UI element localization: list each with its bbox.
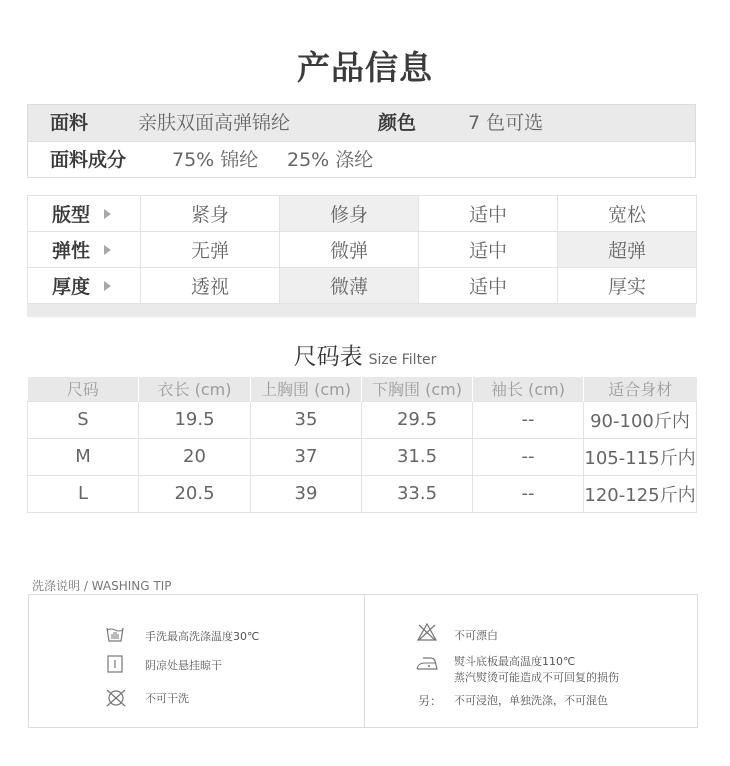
attribute-label-cell [28,196,141,232]
attribute-label: 弹性 [52,240,91,262]
attribute-row [28,196,697,232]
attribute-option: 修身 [280,196,419,232]
color-label: 颜色 [378,112,417,134]
attribute-panel [27,195,696,317]
size-cell: -- [473,401,584,438]
size-chart-title-en: Size Filter [368,352,437,368]
size-column-header: 衣长 (cm) [139,377,251,401]
size-cell: 19.5 [139,401,251,438]
page-title: 产品信息 [297,48,433,87]
attribute-option: 透视 [141,268,280,304]
material-row-fabric [27,104,696,142]
composition-value-2: 25% 涤纶 [287,149,374,171]
attribute-option: 适中 [419,232,558,268]
line-dry-icon [107,655,123,673]
attribute-label: 版型 [52,204,91,226]
attribute-option: 紧身 [141,196,280,232]
other-prefix: 另： [418,694,443,708]
attribute-table [27,195,697,304]
size-column-header: 上胸围 (cm) [251,377,362,401]
no-bleach-text: 不可漂白 [454,629,498,642]
size-table [27,377,697,513]
size-cell: 29.5 [362,401,473,438]
size-cell: 35 [251,401,362,438]
size-cell: M [28,438,139,475]
attribute-option: 适中 [419,268,558,304]
size-column-header: 袖长 (cm) [473,377,584,401]
no-bleach-icon [417,623,437,641]
attribute-row [28,268,697,304]
size-cell: 20.5 [139,475,251,512]
size-cell: 33.5 [362,475,473,512]
size-chart-title-zh: 尺码表 [293,344,363,370]
hand-wash-icon [105,625,125,643]
iron-icon [415,655,439,671]
size-row [28,438,697,475]
washing-box [28,594,698,728]
size-cell: 120-125斤内 [584,475,697,512]
attribute-label-cell [28,268,141,304]
washing-divider [364,595,365,727]
material-row-composition [27,142,696,178]
size-cell: 39 [251,475,362,512]
size-cell: L [28,475,139,512]
attribute-option: 无弹 [141,232,280,268]
hand-wash-text: 手洗最高洗涤温度30℃ [145,630,260,643]
no-dry-clean-icon [105,688,127,708]
size-cell: -- [473,438,584,475]
attribute-label: 厚度 [52,276,91,298]
size-cell: 90-100斤内 [584,401,697,438]
size-cell: 31.5 [362,438,473,475]
iron-text-2: 蒸汽熨烫可能造成不可回复的损伤 [454,671,619,684]
size-column-header: 尺码 [28,377,139,401]
line-dry-text: 阴凉处悬挂晾干 [145,659,222,672]
color-value: 7 色可选 [468,112,544,134]
composition-value-1: 75% 锦纶 [172,149,259,171]
attribute-option: 适中 [419,196,558,232]
size-column-header: 适合身材 [584,377,697,401]
attribute-option: 超弹 [558,232,697,268]
size-row [28,475,697,512]
attribute-option: 微薄 [280,268,419,304]
attribute-row [28,232,697,268]
triangle-right-icon [104,245,111,255]
size-row [28,401,697,438]
triangle-right-icon [104,281,111,291]
no-dry-clean-text: 不可干洗 [145,692,189,705]
size-cell: 37 [251,438,362,475]
size-column-header: 下胸围 (cm) [362,377,473,401]
triangle-right-icon [104,209,111,219]
fabric-value: 亲肤双面高弹锦纶 [138,112,291,134]
attribute-option: 宽松 [558,196,697,232]
size-chart-title [0,338,730,371]
size-cell: 105-115斤内 [584,438,697,475]
attribute-option: 微弹 [280,232,419,268]
attribute-label-cell [28,232,141,268]
fabric-label: 面料 [50,112,89,134]
size-cell: S [28,401,139,438]
size-cell: 20 [139,438,251,475]
size-cell: -- [473,475,584,512]
other-text: 不可浸泡，单独洗涤，不可混色 [454,694,608,707]
attribute-option: 厚实 [558,268,697,304]
iron-text: 熨斗底板最高温度110℃ [454,655,576,668]
washing-label: 洗涤说明 / WASHING TIP [32,579,172,593]
composition-label: 面料成分 [50,149,127,171]
